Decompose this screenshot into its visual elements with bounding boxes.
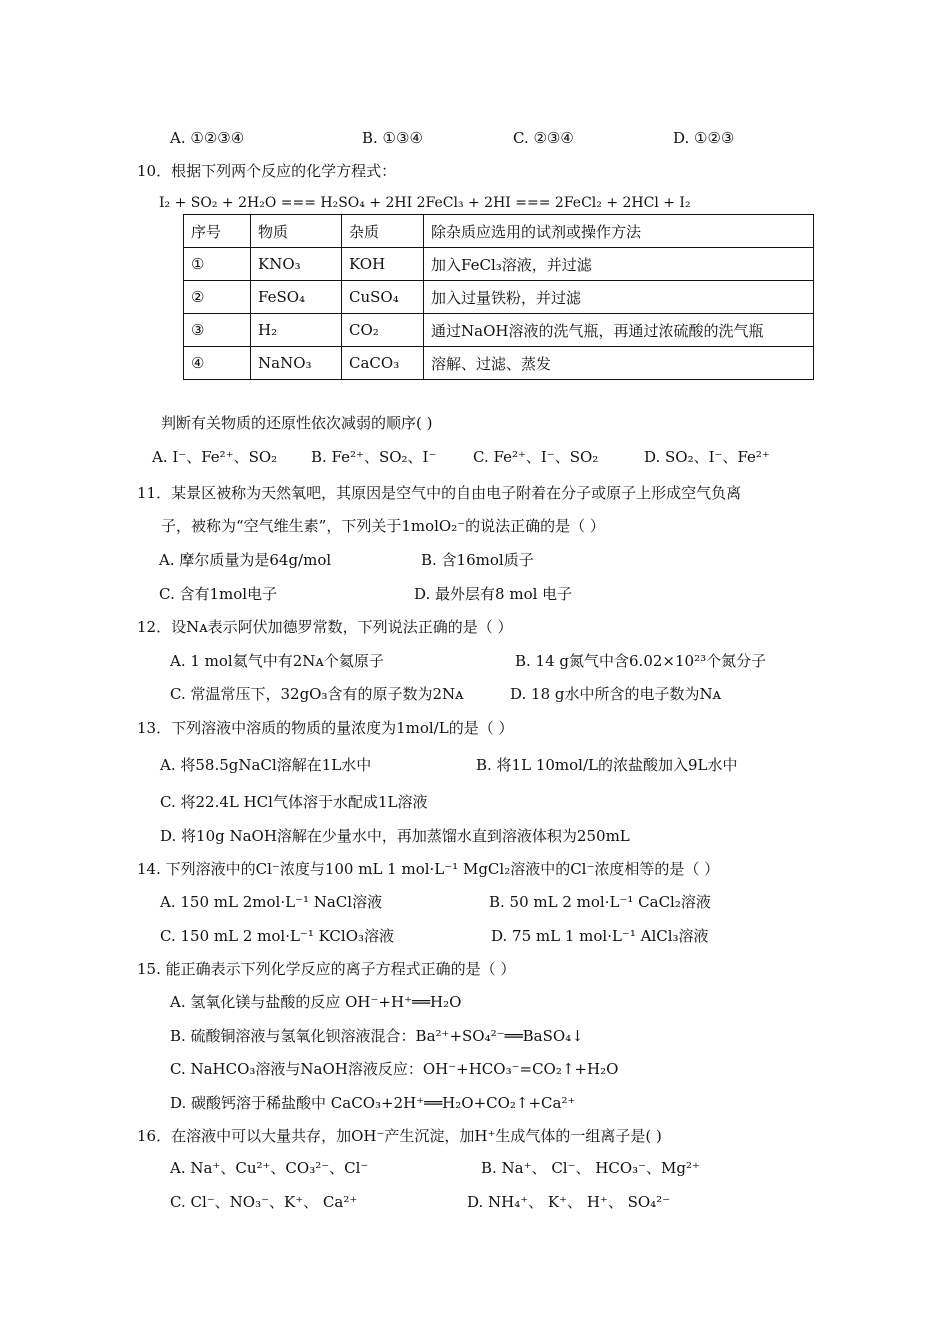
table-cell: 通过NaOH溶液的洗气瓶，再通过浓硫酸的洗气瓶 <box>424 314 814 347</box>
table-cell: 加入FeCl₃溶液，并过滤 <box>424 248 814 281</box>
q15-option-b: B. 硫酸铜溶液与氢氧化钡溶液混合：Ba²⁺+SO₄²⁻══BaSO₄↓ <box>170 1027 584 1045</box>
table-header-cell: 序号 <box>184 215 251 248</box>
q11-option-b: B. 含16mol质子 <box>421 551 534 569</box>
table-cell: CO₂ <box>342 314 424 347</box>
q10-question: 判断有关物质的还原性依次减弱的顺序( ) <box>161 414 433 432</box>
table-cell: CuSO₄ <box>342 281 424 314</box>
q11-stem-line1: 11．某景区被称为天然氧吧，其原因是空气中的自由电子附着在分子或原子上形成空气负离 <box>137 484 742 502</box>
q14-option-a: A. 150 mL 2mol·L⁻¹ NaCl溶液 <box>160 893 383 911</box>
q13-stem: 13．下列溶液中溶质的物质的量浓度为1mol/L的是（ ） <box>137 719 514 737</box>
table-row <box>184 248 814 281</box>
q13-option-d: D. 将10g NaOH溶解在少量水中，再加蒸馏水直到溶液体积为250mL <box>160 827 630 845</box>
q14-stem: 14. 下列溶液中的Cl⁻浓度与100 mL 1 mol·L⁻¹ MgCl₂溶液中的Cl⁻浓度相等的是（ ） <box>137 860 720 878</box>
q11-stem-line2: 子，被称为“空气维生素”，下列关于1molO₂⁻的说法正确的是（ ） <box>161 517 605 535</box>
impurity-table <box>183 214 814 380</box>
q13-option-a: A. 将58.5gNaCl溶解在1L水中 <box>160 756 372 774</box>
q15-stem: 15. 能正确表示下列化学反应的离子方程式正确的是（ ） <box>137 960 516 978</box>
q9-option-d: D. ①②③ <box>673 129 735 147</box>
q9-option-c: C. ②③④ <box>513 129 574 147</box>
table-cell: KOH <box>342 248 424 281</box>
q15-option-c: C. NaHCO₃溶液与NaOH溶液反应：OH⁻+HCO₃⁻=CO₂↑+H₂O <box>170 1060 619 1078</box>
q12-option-d: D. 18 g水中所含的电子数为Nᴀ <box>510 685 722 703</box>
table-row <box>184 314 814 347</box>
q13-option-b: B. 将1L 10mol/L的浓盐酸加入9L水中 <box>476 756 738 774</box>
q13-option-c: C. 将22.4L HCl气体溶于水配成1L溶液 <box>160 793 428 811</box>
table-cell: CaCO₃ <box>342 347 424 380</box>
q15-option-d: D. 碳酸钙溶于稀盐酸中 CaCO₃+2H⁺══H₂O+CO₂↑+Ca²⁺ <box>170 1094 576 1112</box>
q11-option-c: C. 含有1mol电子 <box>159 585 278 603</box>
q12-option-b: B. 14 g氮气中含6.02×10²³个氮分子 <box>515 652 767 670</box>
table-cell: ③ <box>184 314 251 347</box>
q10-equations: I₂ + SO₂ + 2H₂O === H₂SO₄ + 2HI 2FeCl₃ + 2HI === 2FeCl₂ + 2HCl + I₂ <box>159 195 691 211</box>
q10-option-a: A. I⁻、Fe²⁺、SO₂ <box>152 448 278 466</box>
q10-option-d: D. SO₂、I⁻、Fe²⁺ <box>644 448 770 466</box>
q16-option-d: D. NH₄⁺、 K⁺、 H⁺、 SO₄²⁻ <box>467 1193 671 1211</box>
table-header-cell: 物质 <box>251 215 342 248</box>
table-cell: KNO₃ <box>251 248 342 281</box>
q10-option-b: B. Fe²⁺、SO₂、I⁻ <box>311 448 437 466</box>
q12-option-c: C. 常温常压下，32gO₃含有的原子数为2Nᴀ <box>170 685 464 703</box>
table-header-row <box>184 215 814 248</box>
q9-option-b: B. ①③④ <box>362 129 423 147</box>
q10-option-c: C. Fe²⁺、I⁻、SO₂ <box>473 448 599 466</box>
q16-option-b: B. Na⁺、 Cl⁻、 HCO₃⁻、Mg²⁺ <box>481 1159 700 1177</box>
table-cell: 溶解、过滤、蒸发 <box>424 347 814 380</box>
table-cell: NaNO₃ <box>251 347 342 380</box>
q12-stem: 12．设Nᴀ表示阿伏加德罗常数，下列说法正确的是（ ） <box>137 618 513 636</box>
table-header-cell: 杂质 <box>342 215 424 248</box>
q14-option-d: D. 75 mL 1 mol·L⁻¹ AlCl₃溶液 <box>491 927 709 945</box>
table-cell: ④ <box>184 347 251 380</box>
q16-stem: 16．在溶液中可以大量共存，加OH⁻产生沉淀，加H⁺生成气体的一组离子是( ) <box>137 1127 662 1145</box>
table-cell: H₂ <box>251 314 342 347</box>
table-cell: ① <box>184 248 251 281</box>
q14-option-c: C. 150 mL 2 mol·L⁻¹ KClO₃溶液 <box>160 927 395 945</box>
table-row <box>184 347 814 380</box>
q14-option-b: B. 50 mL 2 mol·L⁻¹ CaCl₂溶液 <box>489 893 711 911</box>
q10-stem: 10．根据下列两个反应的化学方程式： <box>137 162 397 180</box>
q16-option-a: A. Na⁺、Cu²⁺、CO₃²⁻、Cl⁻ <box>170 1159 369 1177</box>
table-row <box>184 281 814 314</box>
table-cell: 加入过量铁粉，并过滤 <box>424 281 814 314</box>
q11-option-d: D. 最外层有8 mol 电子 <box>414 585 573 603</box>
q16-option-c: C. Cl⁻、NO₃⁻、K⁺、 Ca²⁺ <box>170 1193 358 1211</box>
table-header-cell: 除杂质应选用的试剂或操作方法 <box>424 215 814 248</box>
q12-option-a: A. 1 mol氦气中有2Nᴀ个氦原子 <box>170 652 384 670</box>
table-cell: FeSO₄ <box>251 281 342 314</box>
q15-option-a: A. 氢氧化镁与盐酸的反应 OH⁻+H⁺══H₂O <box>170 993 462 1011</box>
q11-option-a: A. 摩尔质量为是64g/mol <box>159 551 332 569</box>
q9-option-a: A. ①②③④ <box>170 129 245 147</box>
table-cell: ② <box>184 281 251 314</box>
